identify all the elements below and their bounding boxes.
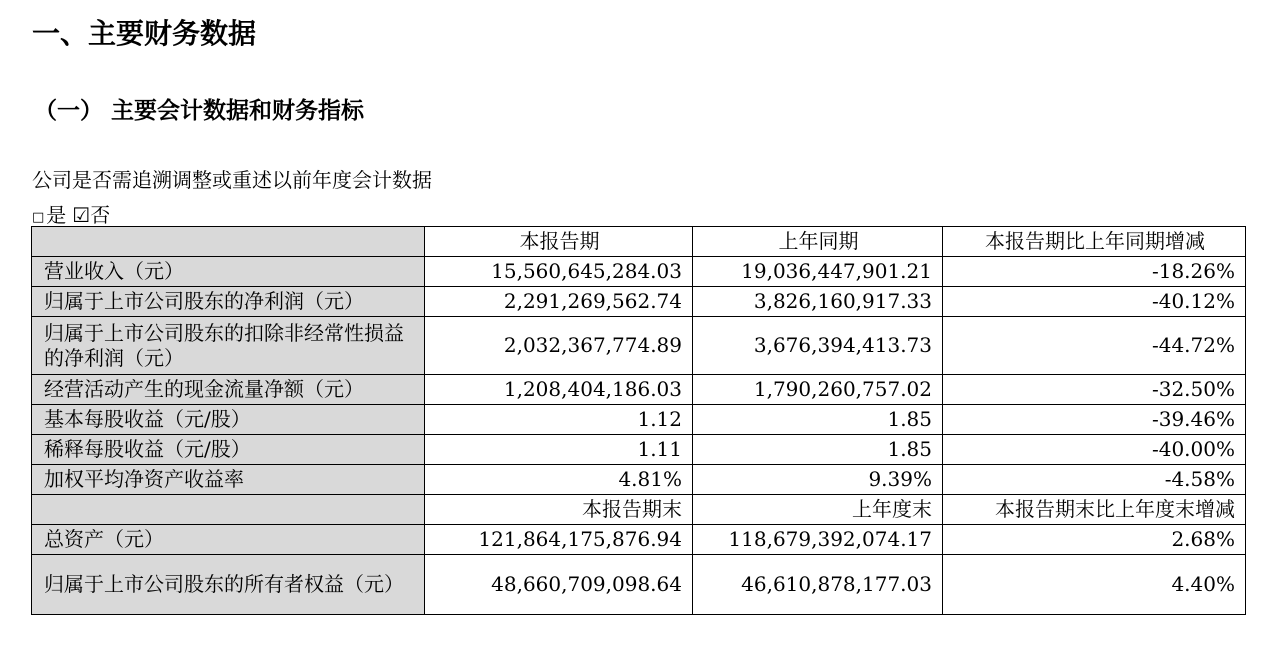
header-cell-change: 本报告期比上年同期增减 (943, 227, 1246, 257)
unchecked-box-icon: □ (32, 210, 45, 225)
header-cell-change: 本报告期末比上年度末增减 (943, 495, 1246, 525)
restatement-choice (32, 199, 110, 228)
prior-value: 19,036,447,901.21 (693, 257, 943, 287)
current-value: 1,208,404,186.03 (425, 375, 693, 405)
financial-data-table (31, 226, 1246, 615)
header-cell-current: 本报告期末 (425, 495, 693, 525)
current-value: 1.11 (425, 435, 693, 465)
row-label: 经营活动产生的现金流量净额（元） (32, 375, 425, 405)
prior-value: 3,676,394,413.73 (693, 317, 943, 375)
prior-value: 1.85 (693, 435, 943, 465)
table-row (32, 287, 1246, 317)
row-label: 加权平均净资产收益率 (32, 465, 425, 495)
row-label: 基本每股收益（元/股） (32, 405, 425, 435)
change-value: -4.58% (943, 465, 1246, 495)
change-value: -32.50% (943, 375, 1246, 405)
current-value: 121,864,175,876.94 (425, 525, 693, 555)
change-value: -40.12% (943, 287, 1246, 317)
subsection-heading: （一） 主要会计数据和财务指标 (34, 98, 365, 124)
table-row (32, 555, 1246, 615)
change-value: -40.00% (943, 435, 1246, 465)
prior-value: 9.39% (693, 465, 943, 495)
prior-value: 1.85 (693, 405, 943, 435)
table-header-row (32, 495, 1246, 525)
prior-value: 46,610,878,177.03 (693, 555, 943, 615)
current-value: 15,560,645,284.03 (425, 257, 693, 287)
row-label: 归属于上市公司股东的扣除非经常性损益的净利润（元） (32, 317, 425, 375)
change-value: -39.46% (943, 405, 1246, 435)
table-row (32, 435, 1246, 465)
prior-value: 3,826,160,917.33 (693, 287, 943, 317)
current-value: 2,032,367,774.89 (425, 317, 693, 375)
change-value: 4.40% (943, 555, 1246, 615)
restatement-question: 公司是否需追溯调整或重述以前年度会计数据 (32, 168, 432, 192)
change-value: -44.72% (943, 317, 1246, 375)
table-row (32, 375, 1246, 405)
header-cell-label (32, 495, 425, 525)
table-row (32, 405, 1246, 435)
row-label: 营业收入（元） (32, 257, 425, 287)
table-row (32, 525, 1246, 555)
change-value: 2.68% (943, 525, 1246, 555)
table-row (32, 317, 1246, 375)
header-cell-prior: 上年度末 (693, 495, 943, 525)
current-value: 2,291,269,562.74 (425, 287, 693, 317)
section-heading: 一、主要财务数据 (32, 17, 257, 50)
row-label: 归属于上市公司股东的所有者权益（元） (32, 555, 425, 615)
row-label: 稀释每股收益（元/股） (32, 435, 425, 465)
current-value: 48,660,709,098.64 (425, 555, 693, 615)
header-cell-prior: 上年同期 (693, 227, 943, 257)
table-row (32, 257, 1246, 287)
table-header-row (32, 227, 1246, 257)
header-cell-current: 本报告期 (425, 227, 693, 257)
prior-value: 118,679,392,074.17 (693, 525, 943, 555)
table-row (32, 465, 1246, 495)
yes-option-label: 是 (46, 203, 67, 227)
current-value: 1.12 (425, 405, 693, 435)
checked-box-icon: ☑ (72, 203, 91, 227)
header-cell-label (32, 227, 425, 257)
row-label: 归属于上市公司股东的净利润（元） (32, 287, 425, 317)
row-label: 总资产（元） (32, 525, 425, 555)
change-value: -18.26% (943, 257, 1246, 287)
current-value: 4.81% (425, 465, 693, 495)
no-option-label: 否 (90, 203, 111, 227)
prior-value: 1,790,260,757.02 (693, 375, 943, 405)
